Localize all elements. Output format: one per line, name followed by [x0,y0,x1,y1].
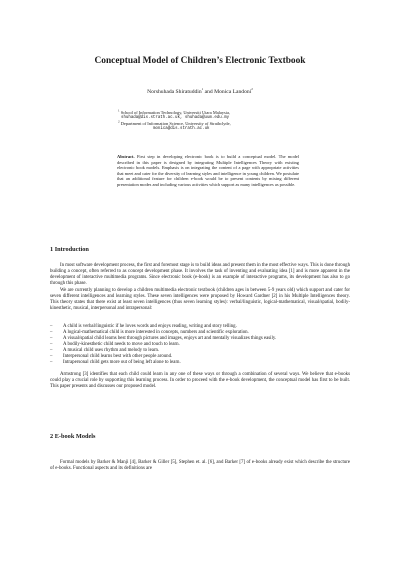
list-item-text: A visual/spatial child learns best through pictures and images, enjoys art and mentally visualizes things easily. [63,336,277,342]
paragraph: Armstrong [3] identifies that each child could learn in any one of these ways or through a combination of several ways. We believe that e-books could play a crucial role by supporting this learning process. In order to proceed with the e-book development, the conceptual model has first to be built. This paper presents and discusses our proposed model. [50,372,350,390]
affiliation-mark: 2 [118,119,120,124]
list-dash: – [50,324,53,329]
list-item-text: A child is verbal/linguistic if he loves words and enjoys reading, writing and story telling. [63,324,237,329]
paper-title: Conceptual Model of Children’s Electronic Textbook [94,56,306,66]
section-heading: 1 Introduction [50,246,89,253]
intelligence-list [50,324,350,366]
affiliation-line [118,110,378,115]
list-dash: – [50,348,53,354]
list-item [50,360,350,366]
affiliation-text: Department of Information Science, University of Strathclyde, [120,121,231,126]
list-dash: – [50,342,53,348]
list-dash: – [50,360,53,366]
author-affiliation-mark: 1 [201,87,204,92]
affiliation-line [118,121,378,126]
affiliation-email: monica@dis.strath.ac.uk [153,126,210,131]
list-dash: – [50,330,53,336]
affiliation-mark: 1 [118,108,120,113]
section-heading: 2 E-book Models [50,433,96,440]
abstract [117,154,299,187]
list-item-text: A bodily-kinesthetic child needs to move and touch to learn. [63,342,180,348]
list-item-text: A musical child uses rhythm and melody to learn. [63,348,160,354]
paragraph: In most software development process, the first and foremost stage is to build ideas and present them in the most effective ways. This is done through building a concept, often referred to as concept development phase. It involves the task of inventing and evaluating idea [1] and is more apparent in the development of interactive multimedia programs. Since electronic book (e-book) is an example of interactive programs, its development has also to go through this phase. [50,263,350,287]
list-item-text: A logical-mathematical child is more interested in concepts, numbers and scientific exploration. [63,330,249,336]
author-name: Norshuhada Shiratuddin [147,89,202,95]
list-dash: – [50,354,53,360]
affiliation-text: School of Information Technology, Universiti Utara Malaysia, [120,110,231,115]
list-item-text: Intrapersonal child gets more out of being left alone to learn. [63,360,181,366]
paragraph: We are currently planning to develop a children multimedia electronic textbook (children ages in between 5-9 years old) which support and cater for seven different intelligences and learning styles. These seven intelligences were proposed by Howard Gardner [2] in his Multiple Intelligences theory. This theory states that there exist at least seven intelligences (thus seven learning styles): verbal/linguistic, logical-mathematical, visual/spatial, bodily-kinesthetic, musical, interpersonal and intrapersonal: [50,288,350,312]
author-line [0,89,400,95]
list-item-text: Interpersonal child learns best with other people around. [63,354,173,360]
affiliation-email: shuhada@dis.strath.ac.uk, shuhada@uum.edu.my [121,115,230,120]
author-conjunction: and [203,89,215,95]
author-name: Monica Landoni [214,89,252,95]
abstract-label: Abstract. [117,154,135,159]
list-dash: – [50,336,53,342]
abstract-text: First step in developing electronic book is to build a conceptual model. The model described in this paper is designed by integrating Multiple Intelligences Theory with existing electronic book models. Emphasis is on integrating the content of a page with appropriate activities that meet and cater for the diversity of learning styles and intelligence in young children. We postulate that an additional feature for children e-book would be to present contents by mixing different presentation modes and including various activities which support as many intelligences as possible. [117,154,299,187]
paragraph: Formal models by Barker & Manji [4], Barker & Giller [5], Stephen et. al. [6], and Barker [7] of e-books already exist which describe the structure of e-books. Functional aspects and its definitions are [50,460,350,472]
author-affiliation-mark: 2 [251,87,253,92]
